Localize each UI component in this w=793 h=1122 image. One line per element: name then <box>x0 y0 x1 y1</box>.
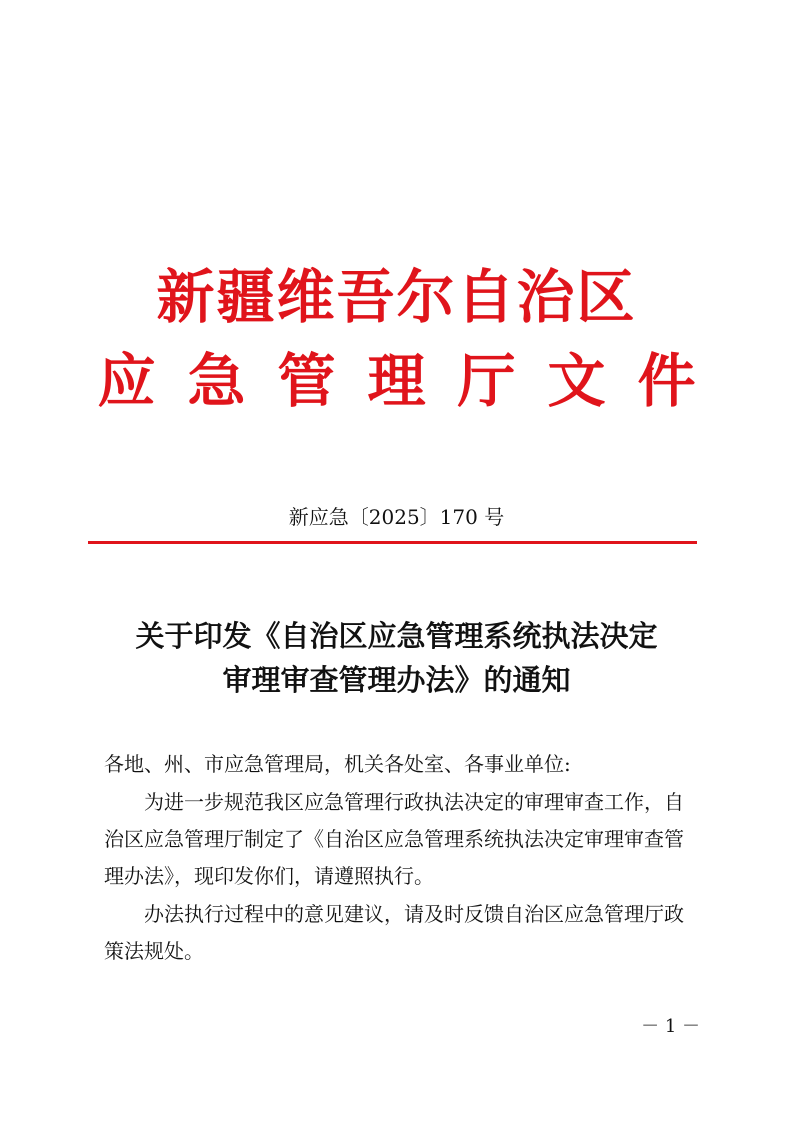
body-paragraph-2: 办法执行过程中的意见建议，请及时反馈自治区应急管理厅政策法规处。 <box>104 902 684 963</box>
salutation: 各地、州、市应急管理局，机关各处室、各事业单位: <box>104 752 571 776</box>
document-title-line-2: 审理审查管理办法》的通知 <box>222 663 571 697</box>
document-title-line-1: 关于印发《自治区应急管理系统执法决定 <box>135 619 658 653</box>
red-separator-line <box>88 541 697 544</box>
header-org-name: 新疆维吾尔自治区 <box>156 263 637 331</box>
body-paragraph-1: 为进一步规范我区应急管理行政执法决定的审理审查工作，自治区应急管理厅制定了《自治区应急管理系统执法决定审理审查管理办法》，现印发你们，请遵照执行。 <box>104 790 684 888</box>
document-number: 新应急〔2025〕170 号 <box>288 505 505 529</box>
page-number: － 1 － <box>641 1016 700 1037</box>
header-doc-type: 应急管理厅文件 <box>97 347 728 415</box>
